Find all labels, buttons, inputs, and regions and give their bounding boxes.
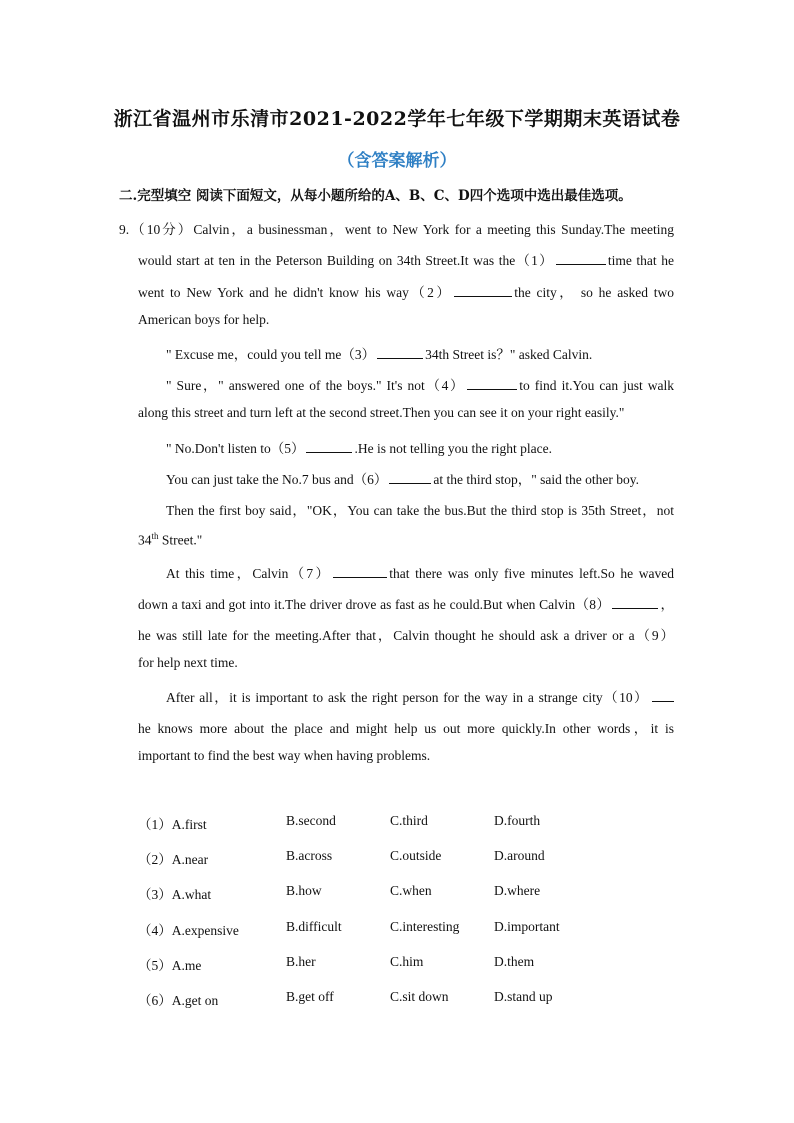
option-6d: D.stand up [494,989,553,1004]
passage-line-17: he knows more about the place and might help us out more quickly.In other words，it is [138,721,674,736]
option-6b: B.get off [286,989,334,1004]
blank-1 [556,252,606,265]
option-5b: B.her [286,954,316,969]
passage-text: After all，it is important to ask the right person for the way in a strange city（10） [166,690,649,705]
blank-4 [467,377,517,390]
option-1d: D.fourth [494,813,541,828]
passage-line-11 [138,531,202,549]
passage-line-7: along this street and turn left at the second street.Then you can see it on your right easily." [138,405,625,420]
passage-line-14: he was still late for the meeting.After that，Calvin thought he should ask a driver or a（9） [138,628,674,643]
section-heading: 二.完型填空 阅读下面短文，从每小题所给的A、B、C、D四个选项中选出最佳选项。 [119,188,632,204]
passage-text: 34th Street is？" asked Calvin. [425,347,593,362]
option-5a: （5）A.me [138,958,202,973]
passage-text: You can just take the No.7 bus and（6） [166,472,388,487]
passage-line-1: 9.（10分）Calvin，a businessman，went to New York for a meeting this Sunday.The meeting [119,222,674,237]
passage-text: .He is not telling you the right place. [354,441,553,456]
option-4b: B.difficult [286,919,342,934]
passage-line-16 [166,686,674,706]
option-3c: C.when [390,883,432,898]
option-4c: C.interesting [390,919,460,934]
option-1a: （1）A.first [138,817,207,832]
option-3d: D.where [494,883,541,898]
passage-text: would start at ten in the Peterson Building on 34th Street.It was the（1） [138,253,554,268]
blank-5 [306,440,352,453]
passage-line-6 [166,374,674,394]
passage-text: " Excuse me，could you tell me（3） [166,347,376,362]
blank-2 [454,284,512,297]
passage-line-10: Then the first boy said，"OK，You can take the bus.But the third stop is 35th Street，not [166,503,674,518]
option-5d: D.them [494,954,535,969]
blank-3 [377,346,423,359]
passage-line-9 [166,468,639,488]
blank-6 [389,471,431,484]
passage-text: time that he [607,253,674,268]
passage-text: the city， so he asked two [514,285,674,300]
passage-line-2 [138,249,674,269]
blank-10 [652,689,674,702]
passage-line-12 [166,562,674,582]
option-2c: C.outside [390,848,442,863]
passage-text: 34 [138,532,152,548]
blank-7 [333,565,387,578]
passage-text: " Sure，" answered one of the boys." It's not（4） [166,378,466,393]
passage-text: went to New York and he didn't know his way（2） [138,285,453,300]
option-6c: C.sit down [390,989,449,1004]
page-title: 浙江省温州市乐清市2021-2022学年七年级下学期期末英语试卷 [113,108,681,130]
passage-line-3 [138,281,674,301]
superscript-th: th [151,531,159,541]
option-5c: C.him [390,954,424,969]
option-4a: （4）A.expensive [138,923,239,938]
option-6a: （6）A.get on [138,993,219,1008]
passage-line-5 [166,343,592,363]
passage-line-8 [166,437,552,457]
option-2a: （2）A.near [138,852,209,867]
passage-text: ， [660,597,674,612]
passage-line-13 [138,593,674,613]
passage-text: that there was only five minutes left.So he waved [389,566,674,581]
page-subtitle: （含答案解析） [337,151,457,171]
option-3a: （3）A.what [138,887,212,902]
option-4d: D.important [494,919,560,934]
passage-text: " No.Don't listen to（5） [166,441,305,456]
passage-text: to find it.You can just walk [519,378,674,393]
passage-text: down a taxi and got into it.The driver drove as fast as he could.But when Calvin（8） [138,597,611,612]
option-3b: B.how [286,883,322,898]
passage-text: At this time，Calvin（7） [166,566,332,581]
passage-line-18: important to find the best way when having problems. [138,748,431,763]
option-2b: B.across [286,848,333,863]
passage-line-15: for help next time. [138,655,238,670]
passage-text: Street." [158,532,203,548]
passage-text: at the third stop，" said the other boy. [433,472,639,487]
blank-8 [612,596,658,609]
option-1c: C.third [390,813,428,828]
passage-line-4: American boys for help. [138,312,270,327]
option-2d: D.around [494,848,545,863]
option-1b: B.second [286,813,336,828]
